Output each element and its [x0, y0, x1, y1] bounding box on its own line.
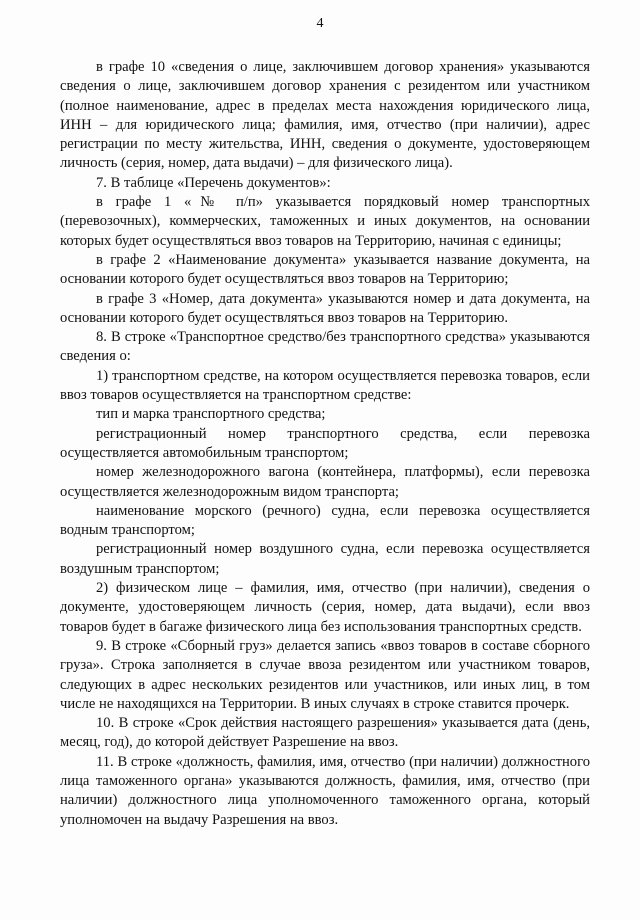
paragraph-grafa-2: в графе 2 «Наименование документа» указывается название документа, на основании которого будет осуществляться ввоз товаров на Территорию;: [60, 251, 590, 288]
paragraph-item-2: 2) физическом лице – фамилия, имя, отчество (при наличии), сведения о документе, удостоверяющем личность (серия, номер, дата выдачи), если ввоз товаров будет в багаже физического лица без использования транспортных средств.: [60, 580, 590, 635]
page-number: 4: [316, 16, 324, 31]
paragraph-grafa-3: в графе 3 «Номер, дата документа» указываются номер и дата документа, на основании которого будет осуществляться ввоз товаров на Территорию.: [60, 290, 590, 326]
paragraph-air-transport: регистрационный номер воздушного судна, если перевозка осуществляется воздушным транспортом;: [60, 541, 590, 577]
paragraph-water-transport: наименование морского (речного) судна, если перевозка осуществляется водным транспортом;: [60, 502, 590, 539]
paragraph-vehicle-type: тип и марка транспортного средства;: [96, 406, 326, 423]
paragraph-section-7: 7. В таблице «Перечень документов»:: [96, 174, 331, 191]
paragraph-grafa-10: в графе 10 «сведения о лице, заключившем договор хранения» указываются сведения о лице, заключившем договор хранения с резидентом или участником (полное наименование, адрес в пределах места нахождения юридического лица, ИНН – для юридического лица; фамилия, имя, отчество (при наличии), адрес регистрации по месту жительства, ИНН, сведения о документе, удостоверяющем личность (серия, номер, дата выдачи) – для физического лица).: [60, 59, 590, 172]
paragraph-road-transport: регистрационный номер транспортного средства, если перевозка осуществляется автомобильным транспортом;: [60, 425, 590, 461]
paragraph-section-9: 9. В строке «Сборный груз» делается запись «ввоз товаров в составе сборного груза». Строка заполняется в случае ввоза резидентом или участником товаров, следующих в адрес нескольких резидентов или участников, или иных лиц, в том числе не находящихся на Территории. В иных случаях в строке ставится прочерк.: [60, 637, 590, 712]
paragraph-rail-transport: номер железнодорожного вагона (контейнера, платформы), если перевозка осуществляется железнодорожным видом транспорта;: [60, 464, 590, 500]
paragraph-section-10: 10. В строке «Срок действия настоящего разрешения» указывается дата (день, месяц, год), до которой действует Разрешение на ввоз.: [60, 715, 590, 751]
paragraph-section-11: 11. В строке «должность, фамилия, имя, отчество (при наличии) должностного лица таможенного органа» указываются должность, фамилия, имя, отчество (при наличии) должностного лица уполномоченного таможенного органа, который уполномочен на выдачу Разрешения на ввоз.: [60, 753, 590, 828]
paragraph-item-1: 1) транспортном средстве, на котором осуществляется перевозка товаров, если ввоз товаров осуществляется на транспортном средстве:: [60, 367, 590, 404]
paragraph-section-8: 8. В строке «Транспортное средство/без транспортного средства» указываются сведения о:: [60, 329, 590, 365]
paragraph-grafa-1: в графе 1 «№ п/п» указывается порядковый номер транспортных (перевозочных), коммерческих, таможенных и иных документов, на основании которых будет осуществляться ввоз товаров на Территорию, начиная с единицы;: [60, 194, 590, 249]
document-body: [60, 58, 590, 830]
